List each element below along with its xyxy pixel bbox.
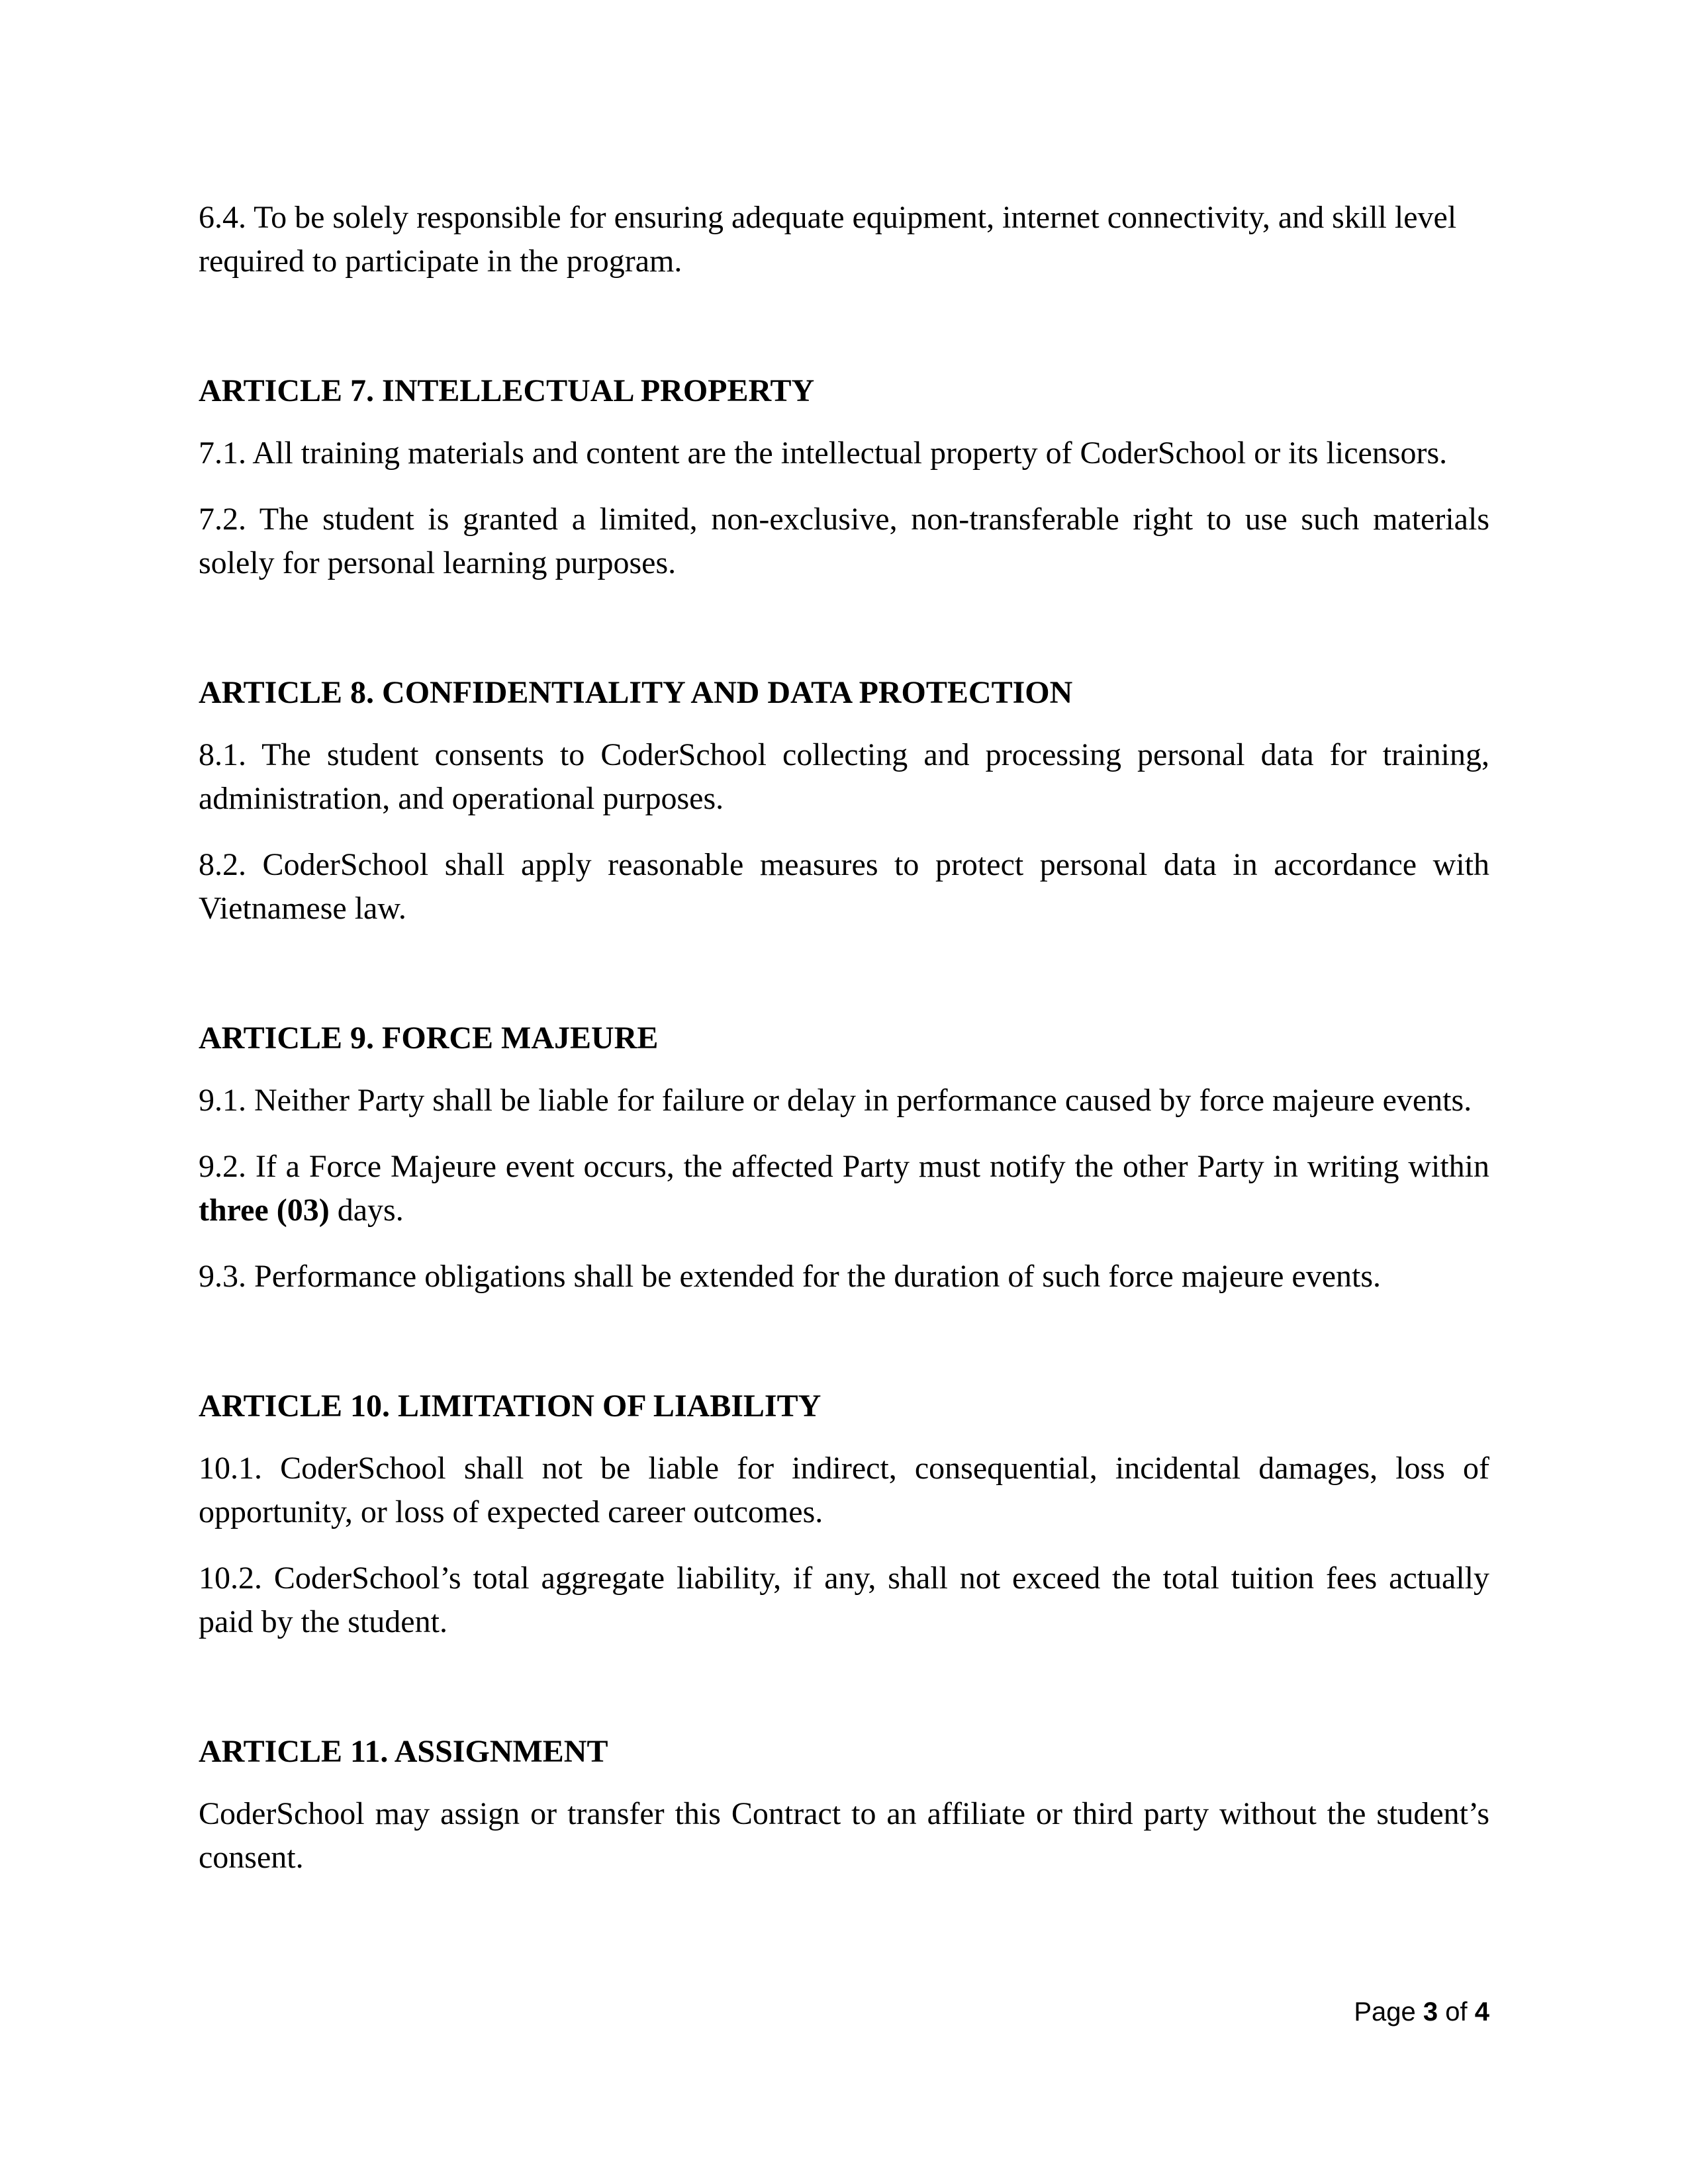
clause-6-4: 6.4. To be solely responsible for ensuring adequate equipment, internet connectivity, and skill level required to participate in the program. [199, 200, 1457, 279]
article-7-heading: ARTICLE 7. INTELLECTUAL PROPERTY [199, 373, 815, 408]
document-page [199, 196, 1489, 1880]
clause-8-2: 8.2. CoderSchool shall apply reasonable measures to protect personal data in accordance with Vietnamese law. [199, 847, 1489, 926]
clause-7-2: 7.2. The student is granted a limited, non-exclusive, non-transferable right to use such materials solely for personal learning purposes. [199, 502, 1489, 580]
clause-11-text: CoderSchool may assign or transfer this Contract to an affiliate or third party without the student’s consent. [199, 1796, 1489, 1875]
clause-9-3: 9.3. Performance obligations shall be extended for the duration of such force majeure events. [199, 1259, 1382, 1294]
article-11-heading: ARTICLE 11. ASSIGNMENT [199, 1734, 608, 1769]
clause-7-1: 7.1. All training materials and content are the intellectual property of CoderSchool or its licensors. [199, 435, 1448, 471]
clause-10-2: 10.2. CoderSchool’s total aggregate liability, if any, shall not exceed the total tuition fees actually paid by the student. [199, 1561, 1489, 1639]
clause-9-2-text-start: 9.2. If a Force Majeure event occurs, the affected Party must notify the other Party in writing within [199, 1149, 1489, 1184]
article-8-heading: ARTICLE 8. CONFIDENTIALITY AND DATA PROTECTION [199, 675, 1073, 710]
clause-10-1: 10.1. CoderSchool shall not be liable for indirect, consequential, incidental damages, loss of opportunity, or loss of expected career outcomes. [199, 1451, 1489, 1529]
clause-9-1: 9.1. Neither Party shall be liable for failure or delay in performance caused by force majeure events. [199, 1083, 1472, 1118]
page-label: Page [1354, 1997, 1423, 2026]
article-10-heading: ARTICLE 10. LIMITATION OF LIABILITY [199, 1388, 821, 1424]
current-page-number: 3 [1423, 1997, 1438, 2026]
clause-9-2-text-end: days. [329, 1193, 404, 1228]
page-number-footer [199, 1995, 1489, 2028]
clause-8-1: 8.1. The student consents to CoderSchool collecting and processing personal data for training, administration, and operational purposes. [199, 737, 1489, 816]
article-9-heading: ARTICLE 9. FORCE MAJEURE [199, 1021, 659, 1056]
notice-period-emphasis: three (03) [199, 1193, 330, 1228]
total-page-count: 4 [1474, 1997, 1489, 2026]
of-label: of [1438, 1997, 1475, 2026]
clause-9-2 [199, 1145, 1489, 1232]
